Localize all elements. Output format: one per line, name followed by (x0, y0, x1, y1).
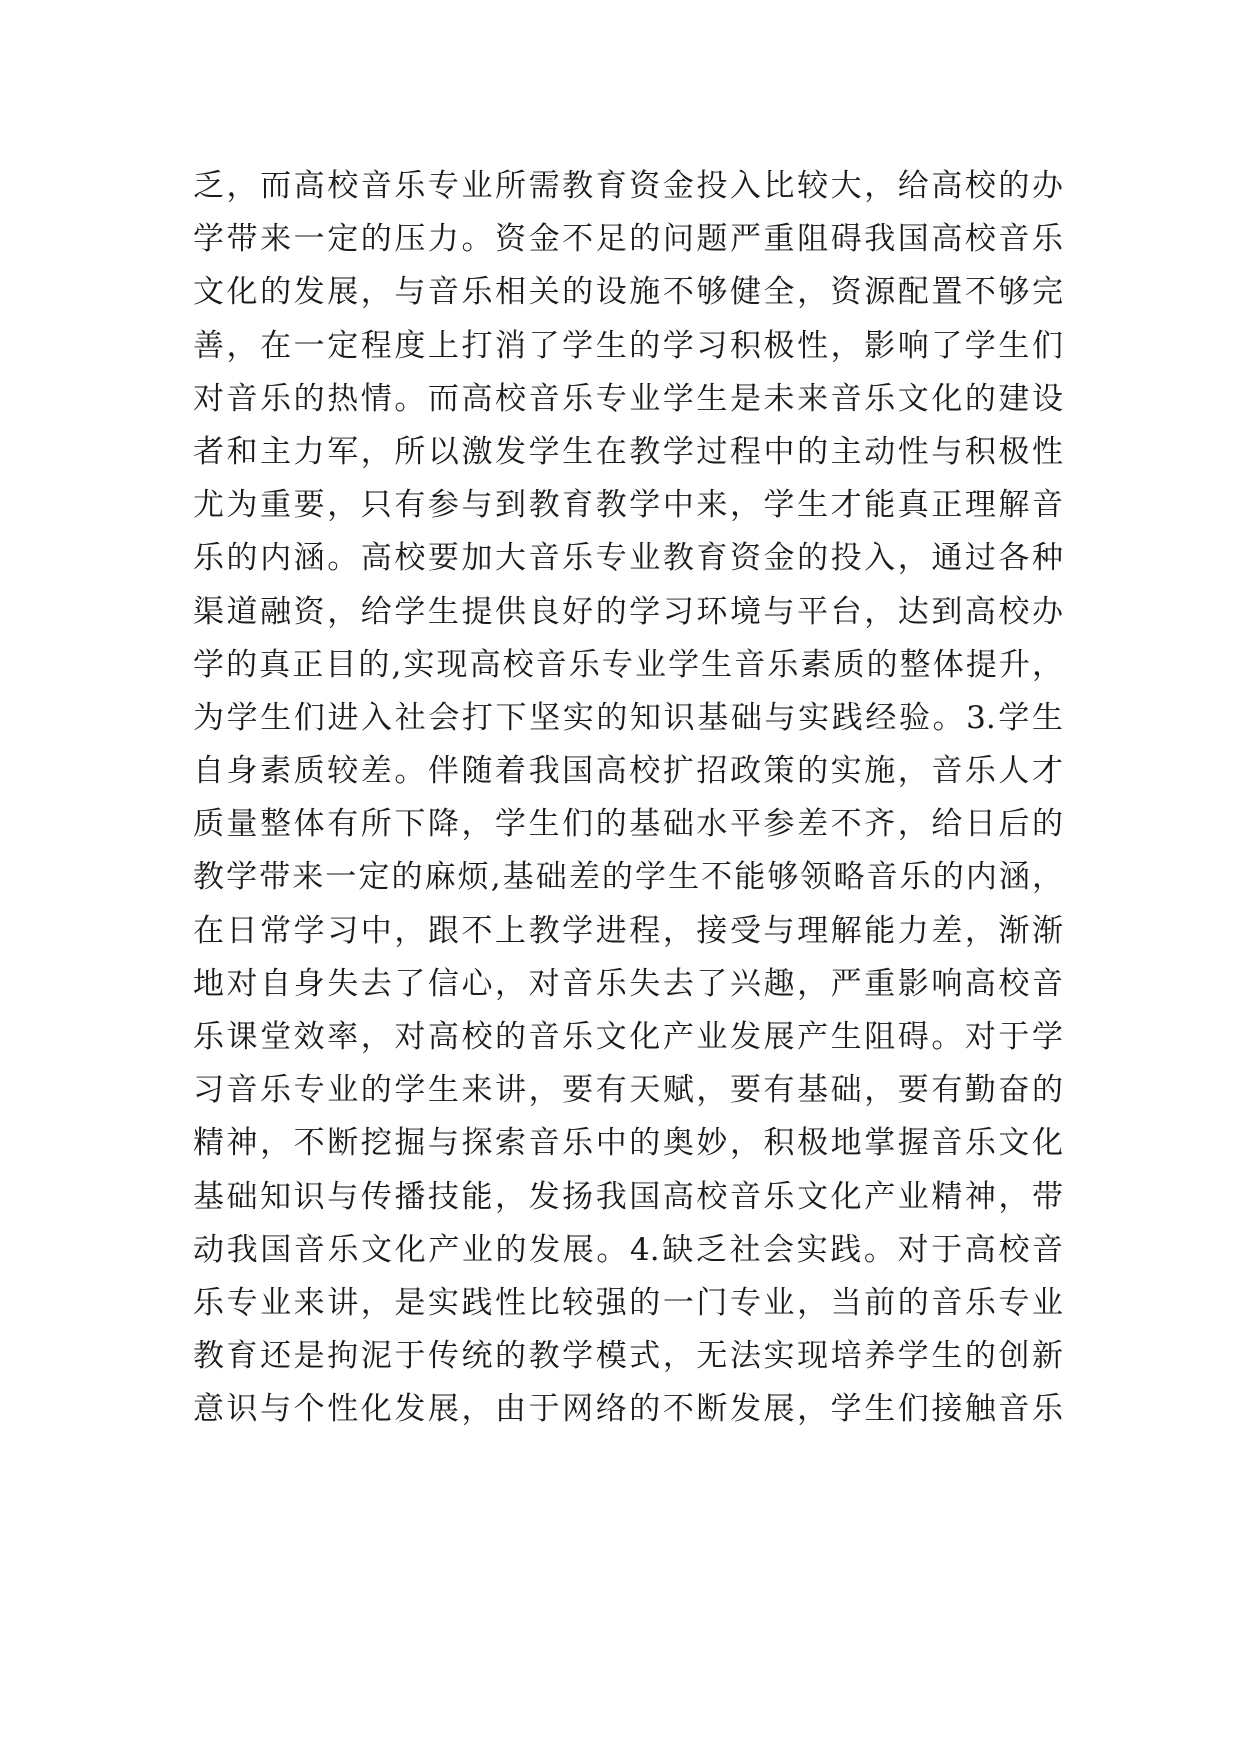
text-line: 动我国音乐文化产业的发展。4.缺乏社会实践。对于高校音 (193, 1231, 1063, 1268)
text-line: 基础知识与传播技能，发扬我国高校音乐文化产业精神，带 (193, 1178, 1063, 1215)
text-line: 学带来一定的压力。资金不足的问题严重阻碍我国高校音乐 (193, 221, 1063, 258)
text-line: 渠道融资，给学生提供良好的学习环境与平台，达到高校办 (193, 593, 1063, 630)
text-line: 精神，不断挖掘与探索音乐中的奥妙，积极地掌握音乐文化 (193, 1125, 1063, 1162)
text-line: 质量整体有所下降，学生们的基础水平参差不齐，给日后的 (193, 806, 1063, 843)
text-line: 地对自身失去了信心，对音乐失去了兴趣，严重影响高校音 (193, 965, 1063, 1002)
text-line: 自身素质较差。伴随着我国高校扩招政策的实施，音乐人才 (193, 753, 1063, 790)
text-line: 尤为重要，只有参与到教育教学中来，学生才能真正理解音 (193, 487, 1063, 524)
text-line: 乏，而高校音乐专业所需教育资金投入比较大，给高校的办 (193, 168, 1063, 204)
text-line: 教育还是拘泥于传统的教学模式，无法实现培养学生的创新 (193, 1338, 1063, 1375)
text-line: 者和主力军，所以激发学生在教学过程中的主动性与积极性 (193, 433, 1063, 470)
text-line: 乐专业来讲，是实践性比较强的一门专业，当前的音乐专业 (193, 1284, 1063, 1321)
text-line: 在日常学习中，跟不上教学进程，接受与理解能力差，渐渐 (193, 912, 1063, 949)
text-line: 乐的内涵。高校要加大音乐专业教育资金的投入，通过各种 (193, 540, 1063, 577)
text-line: 习音乐专业的学生来讲，要有天赋，要有基础，要有勤奋的 (193, 1072, 1063, 1109)
text-line: 乐课堂效率，对高校的音乐文化产业发展产生阻碍。对于学 (193, 1019, 1063, 1055)
text-line: 为学生们进入社会打下坚实的知识基础与实践经验。3.学生 (193, 699, 1063, 736)
text-line: 对音乐的热情。而高校音乐专业学生是未来音乐文化的建设 (193, 380, 1063, 417)
text-line: 文化的发展，与音乐相关的设施不够健全，资源配置不够完 (193, 274, 1063, 311)
text-line: 学的真正目的,实现高校音乐专业学生音乐素质的整体提升， (193, 646, 1063, 683)
text-line: 善，在一定程度上打消了学生的学习积极性，影响了学生们 (193, 327, 1063, 364)
text-line: 意识与个性化发展，由于网络的不断发展，学生们接触音乐 (193, 1391, 1063, 1428)
body-paragraph (193, 160, 1063, 1437)
text-line: 教学带来一定的麻烦,基础差的学生不能够领略音乐的内涵， (193, 859, 1063, 896)
